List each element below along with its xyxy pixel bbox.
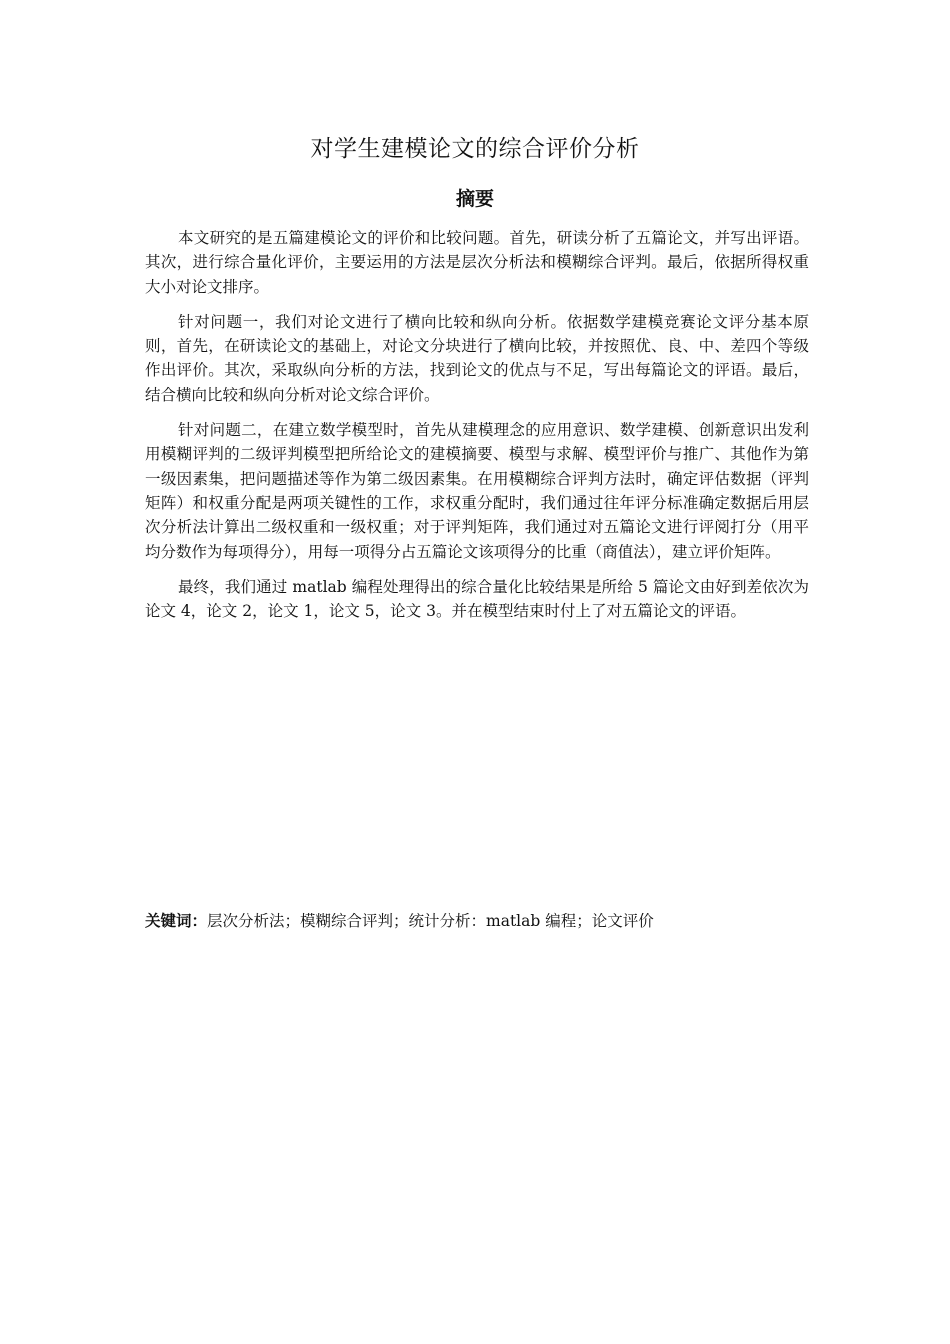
keywords-line [145, 908, 825, 934]
document-title: 对学生建模论文的综合评价分析 [310, 136, 640, 162]
abstract-paragraph-3: 针对问题二，在建立数学模型时，首先从建模理念的应用意识、数学建模、创新意识出发利用模糊评判的二级评判模型把所给论文的建模摘要、模型与求解、模型评价与推广、其他作为第一级因素集，把问题描述等作为第二级因素集。在用模糊综合评判方法时，确定评估数据（评判矩阵）和权重分配是两项关键性的工作，求权重分配时，我们通过往年评分标准确定数据后用层次分析法计算出二级权重和一级权重；对于评判矩阵，我们通过对五篇论文进行评阅打分（用平均分数作为每项得分），用每一项得分占五篇论文该项得分的比重（商值法），建立评价矩阵。 [145, 421, 809, 561]
keywords-text: 层次分析法；模糊综合评判；统计分析：matlab 编程；论文评价 [207, 912, 654, 930]
abstract-paragraph-1: 本文研究的是五篇建模论文的评价和比较问题。首先，研读分析了五篇论文，并写出评语。其次，进行综合量化评价，主要运用的方法是层次分析法和模糊综合评判。最后，依据所得权重大小对论文排序。 [145, 229, 809, 296]
abstract-heading: 摘要 [455, 188, 494, 210]
abstract-paragraph-2: 针对问题一，我们对论文进行了横向比较和纵向分析。依据数学建模竞赛论文评分基本原则，首先，在研读论文的基础上，对论文分块进行了横向比较，并按照优、良、中、差四个等级作出评价。其次，采取纵向分析的方法，找到论文的优点与不足，写出每篇论文的评语。最后，结合横向比较和纵向分析对论文综合评价。 [145, 312, 809, 404]
abstract-paragraph-4: 最终，我们通过 matlab 编程处理得出的综合量化比较结果是所给 5 篇论文由好到差依次为论文 4，论文 2，论文 1，论文 5，论文 3。并在模型结束时付上了对五篇论文的评语。 [145, 577, 809, 621]
keywords-label: 关键词： [145, 912, 208, 930]
abstract-body [145, 226, 809, 634]
